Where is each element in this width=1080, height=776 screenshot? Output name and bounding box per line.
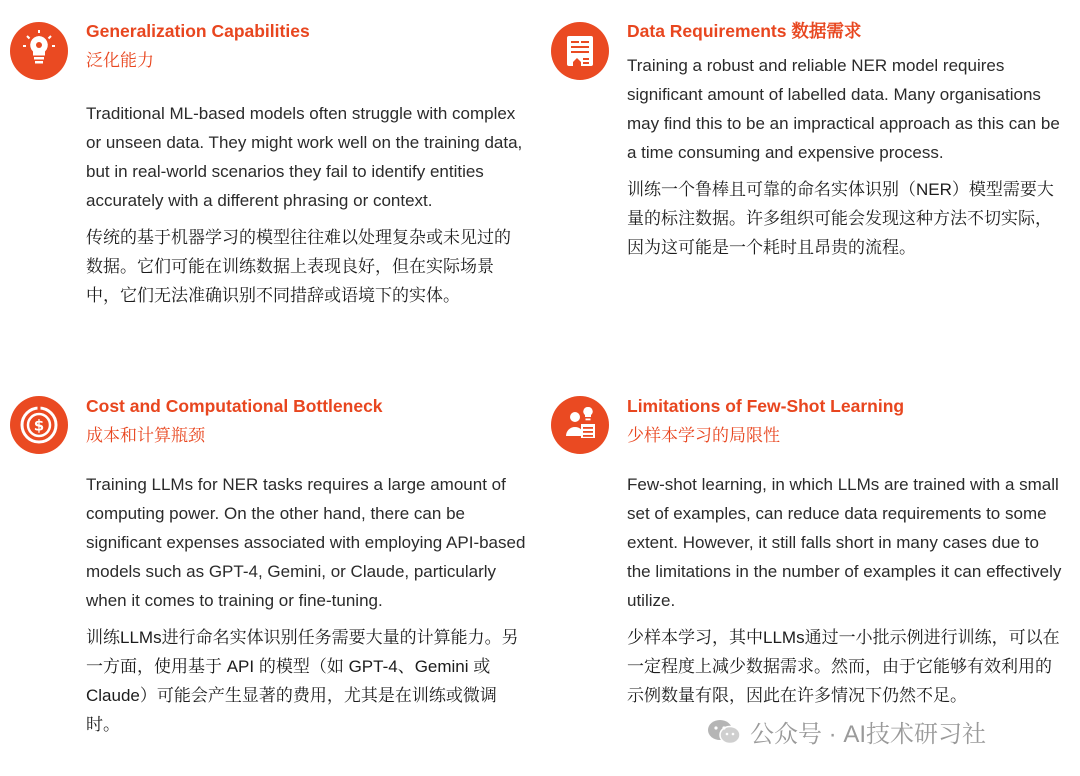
card-subtitle: 成本和计算瓶颈 <box>86 426 205 445</box>
card-body-en: Traditional ML-based models often struggle with complex or unseen data. They might work well on the training data, but in real-world scenarios they fail to identify entities accurately with a different phrasing or context. <box>86 104 523 210</box>
card-body-en: Few-shot learning, in which LLMs are trained with a small set of examples, can reduce data requirements to some extent. However, it still falls short in many cases due to the limitations in the number of examples it can effectively utilize. <box>627 475 1062 610</box>
watermark <box>706 714 986 749</box>
card-subtitle: 少样本学习的局限性 <box>627 426 780 445</box>
card-subtitle: 泛化能力 <box>86 51 154 70</box>
wechat-icon <box>706 718 742 746</box>
card-body-en: Training LLMs for NER tasks requires a large amount of computing power. On the other hand, there can be significant expenses associated with employing API-based models such as GPT-4, Gemini, or Claude, particularly when it comes to training or fine-tuning. <box>86 475 526 610</box>
card-body-zh: 传统的基于机器学习的模型往往难以处理复杂或未见过的数据。它们可能在训练数据上表现良好，但在实际场景中，它们无法准确识别不同措辞或语境下的实体。 <box>86 228 511 305</box>
card-title: Limitations of Few-Shot Learning <box>627 396 905 416</box>
learner-idea-icon <box>551 396 609 454</box>
document-folder-icon <box>551 22 609 80</box>
card-body-zh: 训练一个鲁棒且可靠的命名实体识别（NER）模型需要大量的标注数据。许多组织可能会发现这种方法不切实际，因为这可能是一个耗时且昂贵的流程。 <box>627 180 1054 257</box>
card-title: Data Requirements 数据需求 <box>627 21 862 41</box>
dollar-target-icon <box>10 396 68 454</box>
svg-text:$: $ <box>33 416 45 435</box>
card-body-zh: 训练LLMs进行命名实体识别任务需要大量的计算能力。另一方面，使用基于 API 的模型（如 GPT-4、Gemini 或 Claude）可能会产生显著的费用，尤其是在训练或微调时。 <box>86 628 519 734</box>
card-title: Generalization Capabilities <box>86 21 310 41</box>
card-body-zh: 少样本学习，其中LLMs通过一小批示例进行训练，可以在一定程度上减少数据需求。然而，由于它能够有效利用的示例数量有限，因此在许多情况下仍然不足。 <box>627 628 1060 705</box>
card-title: Cost and Computational Bottleneck <box>86 396 383 416</box>
lightbulb-icon <box>10 22 68 80</box>
watermark-text: 公众号 · AI技术研习社 <box>750 721 987 748</box>
card-body-en: Training a robust and reliable NER model requires significant amount of labelled data. Many organisations may find this to be an impractical approach as this can be a time consuming and expensive process. <box>627 56 1060 162</box>
